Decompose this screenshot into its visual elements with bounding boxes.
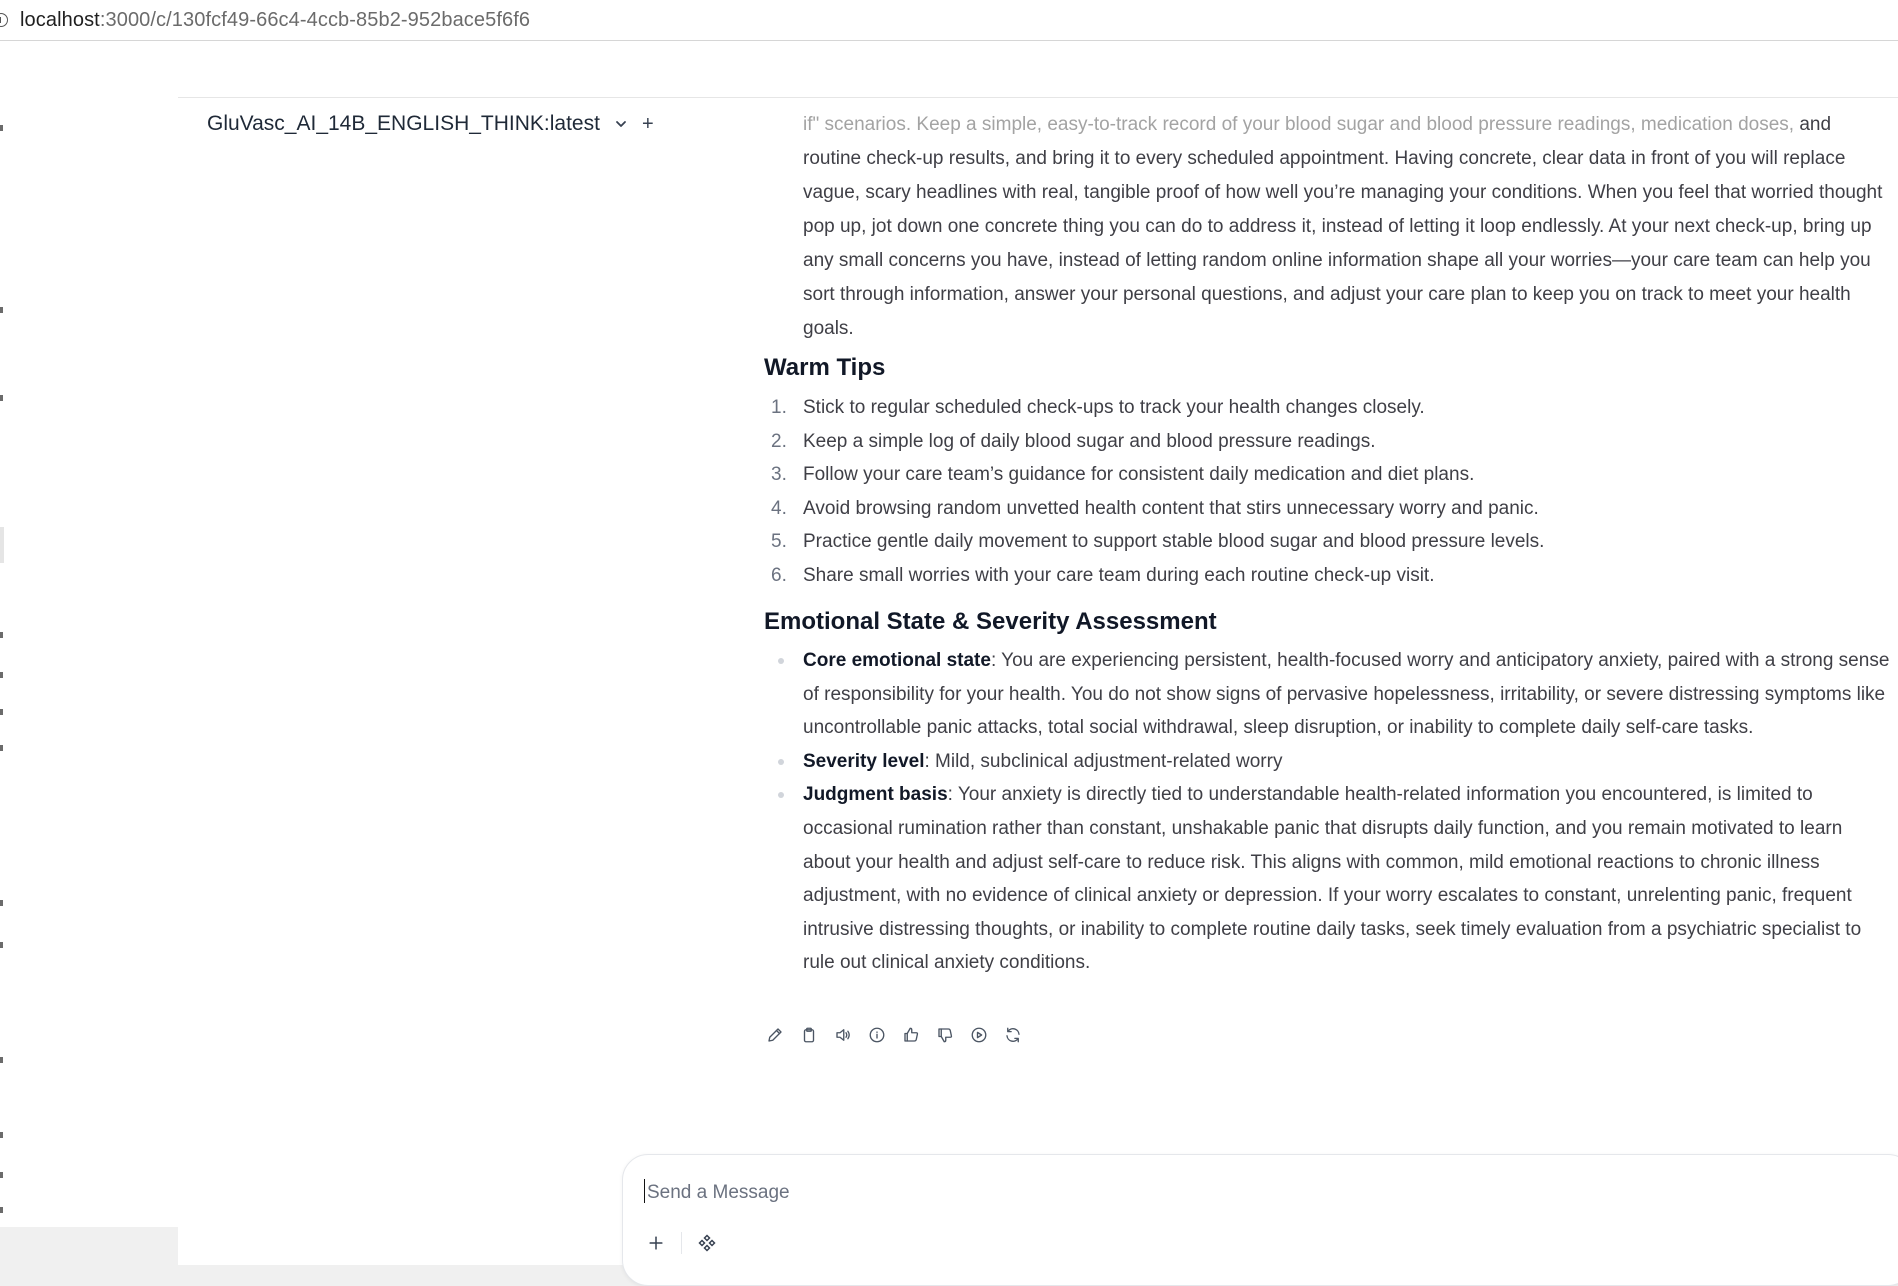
sidebar-edge-mark	[0, 1207, 3, 1213]
chat-main	[178, 97, 1898, 1265]
plus-icon[interactable]	[643, 1230, 669, 1256]
item-body: : You are experiencing persistent, health-focused worry and anticipatory anxiety, paired with a strong sense of responsibility for your health. You do not show signs of pervasive hopelessness, irritability, or severe distressing symptoms like uncontrollable panic attacks, total social withdrawal, sleep disruption, or inability to complete daily self-care tasks.	[803, 650, 1890, 739]
list-number: 2.	[771, 430, 787, 452]
list-item-text: Avoid browsing random unvetted health content that stirs unnecessary worry and panic.	[803, 497, 1539, 519]
tips-list	[764, 391, 1884, 593]
sidebar-edge-mark	[0, 745, 3, 751]
sidebar-active-item[interactable]	[0, 527, 4, 563]
list-item	[764, 492, 1884, 526]
item-body: : Your anxiety is directly tied to understandable health-related information you encountered, is limited to occasional rumination rather than constant, unshakable panic that disrupts daily function, and you remain motivated to learn about your health and adjust self-care to reduce risk. This aligns with common, mild emotional reactions to chronic illness adjustment, with no evidence of clinical anxiety or depression. If your worry escalates to constant, unrelenting panic, frequent intrusive distressing thoughts, or inability to complete routine daily tasks, seek timely evaluation from a psychiatric specialist to rule out clinical anxiety conditions.	[803, 784, 1862, 974]
thumbs-down-icon[interactable]	[934, 1024, 956, 1046]
browser-address-bar[interactable]	[0, 0, 1898, 41]
assessment-heading: Emotional State & Severity Assessment	[764, 608, 1217, 635]
sidebar-edge-mark	[0, 1132, 3, 1138]
list-number: 5.	[771, 531, 787, 553]
info-icon[interactable]	[866, 1024, 888, 1046]
warm-tips-heading: Warm Tips	[764, 354, 886, 381]
bullet-icon	[764, 745, 803, 779]
list-item	[764, 559, 1884, 593]
list-number: 3.	[771, 464, 787, 486]
list-item-text: Practice gentle daily movement to support stable blood sugar and blood pressure levels.	[803, 531, 1545, 553]
list-item-text: Keep a simple log of daily blood sugar and blood pressure readings.	[803, 430, 1376, 452]
message-paragraph	[803, 108, 1893, 346]
add-model-button[interactable]: +	[641, 112, 654, 135]
sidebar-edge-mark	[0, 307, 3, 313]
item-body: : Mild, subclinical adjustment-related worry	[924, 750, 1283, 772]
model-selector[interactable]	[207, 112, 654, 136]
list-number: 6.	[771, 564, 787, 586]
message-input[interactable]	[645, 1177, 1849, 1209]
list-item-text	[803, 644, 1894, 745]
sidebar-edge-mark	[0, 1172, 3, 1178]
site-info-icon[interactable]	[0, 13, 8, 27]
play-icon[interactable]	[968, 1024, 990, 1046]
list-item	[764, 525, 1884, 559]
text-caret	[644, 1179, 645, 1203]
speaker-icon[interactable]	[832, 1024, 854, 1046]
bullet-icon	[764, 778, 803, 980]
copy-icon[interactable]	[798, 1024, 820, 1046]
list-item-text: Follow your care team’s guidance for consistent daily medication and diet plans.	[803, 464, 1475, 486]
list-item	[764, 644, 1894, 745]
top-strip	[0, 41, 1898, 97]
list-item	[764, 458, 1884, 492]
url-host: localhost	[20, 8, 100, 31]
assessment-list	[764, 644, 1894, 980]
url-path: :3000/c/130fcf49-66c4-4ccb-85b2-952bace5f6f6	[99, 8, 531, 31]
sidebar-edge-mark	[0, 125, 3, 131]
list-item-text: Share small worries with your care team during each routine check-up visit.	[803, 564, 1435, 586]
paragraph-text: and routine check-up results, and bring it to every scheduled appointment. Having concrete, clear data in front of you will replace vague, scary headlines with real, tangible proof of how well you’re managing your conditions. When you feel that worried thought pop up, jot down one concrete thing you can do to address it, instead of letting it loop endlessly. At your next check-up, bring up any small concerns you have, instead of letting random online information shape all your worries—your care team can help you sort through information, answer your personal questions, and adjust your care plan to keep you on track to meet your health goals.	[803, 114, 1883, 339]
composer-tools	[643, 1230, 720, 1256]
list-item	[764, 425, 1884, 459]
list-item	[764, 745, 1894, 779]
list-item	[764, 778, 1894, 980]
message-composer	[622, 1154, 1898, 1286]
list-item	[764, 391, 1884, 425]
sidebar-edge-mark	[0, 672, 3, 678]
thumbs-up-icon[interactable]	[900, 1024, 922, 1046]
list-number: 4.	[771, 497, 787, 519]
sidebar-edge-mark	[0, 395, 3, 401]
list-number: 1.	[771, 397, 787, 418]
url-text[interactable]	[20, 9, 530, 32]
integrations-icon[interactable]	[694, 1230, 720, 1256]
list-item-text: Stick to regular scheduled check-ups to track your health changes closely.	[803, 397, 1425, 418]
sidebar-edge-mark	[0, 942, 3, 948]
sidebar-edge-mark	[0, 632, 3, 638]
sidebar-edge-mark	[0, 1057, 3, 1063]
chevron-down-icon[interactable]	[614, 117, 628, 131]
list-item-text	[803, 745, 1894, 779]
item-label: Core emotional state	[803, 650, 991, 671]
regenerate-icon[interactable]	[1002, 1024, 1024, 1046]
faded-text: if" scenarios. Keep a simple, easy-to-track record of your blood sugar and blood pressure readings, medication doses,	[803, 114, 1795, 135]
sidebar	[0, 97, 179, 1227]
item-label: Severity level	[803, 750, 925, 772]
item-label: Judgment basis	[803, 784, 948, 806]
message-actions	[764, 1024, 1024, 1046]
list-item-text	[803, 778, 1894, 980]
bullet-icon	[764, 644, 803, 745]
model-name[interactable]: GluVasc_AI_14B_ENGLISH_THINK:latest	[207, 112, 600, 135]
edit-icon[interactable]	[764, 1024, 786, 1046]
sidebar-edge-mark	[0, 709, 3, 715]
sidebar-edge-mark	[0, 900, 3, 906]
divider	[681, 1232, 682, 1254]
